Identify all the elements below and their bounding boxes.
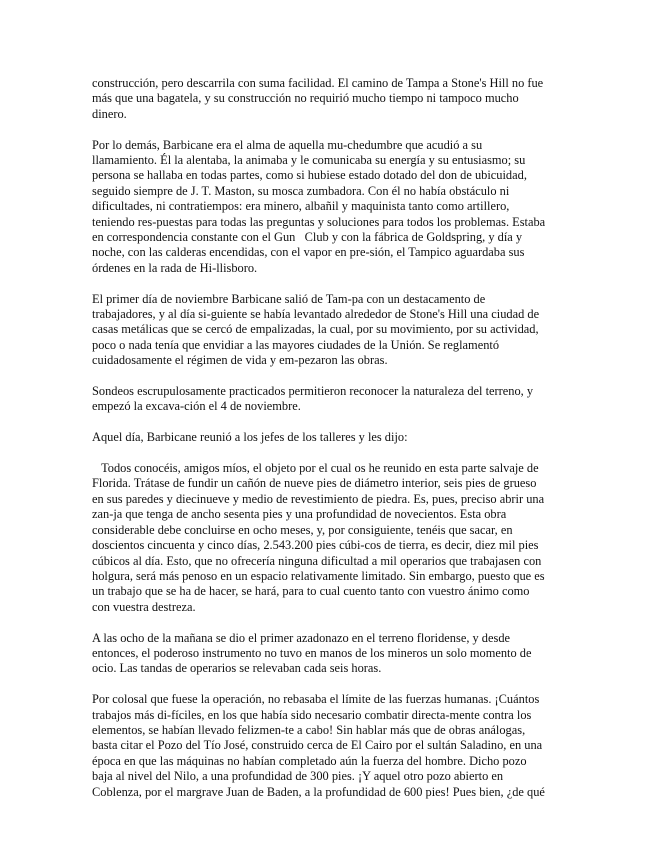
text-line: trabajadores, y al día si-guiente se había levantado alrededor de Stone's Hill una ciudad de [92,307,540,322]
text-line: empezó la excava-ción el 4 de noviembre. [92,399,301,414]
text-line: A las ocho de la mañana se dio el primer azadonazo en el terreno floridense, y desde [92,630,511,645]
paragraph [92,384,570,415]
text-line: seguido siempre de J. T. Maston, su mosca zumbadora. Con él no había obstáculo ni [92,183,510,198]
text-body [92,76,570,815]
text-line: baja al nivel del Nilo, a una profundidad de 300 pies. ¡Y aquel otro pozo abierto en [92,769,504,784]
text-line: cuidadosamente el régimen de vida y em-pezaron las obras. [92,353,388,368]
paragraph [92,461,570,615]
text-line: zan-ja que tenga de ancho sesenta pies y una profundidad de novecientos. Esta obra [92,507,507,522]
paragraph [92,138,570,277]
text-line: noche, con las calderas encendidas, con el vapor en pre-sión, el Tampico aguardaba sus [92,245,525,260]
text-line: trabajos más di-fíciles, en los que había sido necesario combatir directa-mente contra los [92,707,532,722]
text-line: construcción, pero descarrila con suma facilidad. El camino de Tampa a Stone's Hill no fue [92,76,544,90]
text-line: un trabajo que se ha de hacer, se hará, para to cual cuento tanto con vuestro ánimo como [92,584,530,599]
text-line: Sondeos escrupulosamente practicados permitieron reconocer la naturaleza del terreno, y [92,384,534,399]
text-line: época en que las máquinas no habían completado aún la fuerza del hombre. Dicho pozo [92,753,527,768]
text-line: holgura, será más penoso en un espacio relativamente limitado. Sin embargo, puesto que es [92,568,545,583]
text-line: entonces, el poderoso instrumento no tuvo en manos de los mineros un solo momento de [92,645,532,660]
text-line: cúbicos al día. Esto, que no ofrecería ninguna dificultad a mil operarios que trabajasen con [92,553,542,568]
text-line: dinero. [92,106,127,121]
text-line: basta citar el Pozo del Tío José, construido cerca de El Cairo por el sultán Saladino, en una [92,738,543,753]
text-line: considerable debe concluirse en ocho meses, y, por consiguiente, tenéis que sacar, en [92,522,513,537]
text-line: casas metálicas que se cercó de empalizadas, la cual, por su movimiento, por su actividad, [92,322,539,337]
text-line: en sus paredes y diecinueve y medio de revestimiento de piedra. Es, pues, preciso abrir una [92,491,545,506]
text-line: Aquel día, Barbicane reunió a los jefes de los talleres y les dijo: [92,430,408,445]
text-line: Por colosal que fuese la operación, no rebasaba el límite de las fuerzas humanas. ¡Cuántos [92,692,540,707]
text-line: Florida. Trátase de fundir un cañón de nueve pies de diámetro interior, seis pies de grueso [92,476,537,491]
text-line: en correspondencia constante con el Gun Club y con la fábrica de Goldspring, y día y [92,230,523,245]
text-line: Todos conocéis, amigos míos, el objeto por el cual os he reunido en esta parte salvaje de [92,461,539,476]
paragraph [92,692,570,800]
text-line: poco o nada tenía que envidiar a las mayores ciudades de la Unión. Se reglamentó [92,337,500,352]
paragraph [92,430,570,445]
text-line: ocio. Las tandas de operarios se relevaban cada seis horas. [92,661,382,676]
text-line: persona se hallaba en todas partes, como si hubiese estado dotado del don de ubicuidad, [92,168,527,183]
text-line: más que una bagatela, y su construcción no requirió mucho tiempo ni tampoco mucho [92,91,519,106]
text-line: llamamiento. Él la alentaba, la animaba y le comunicaba su energía y su entusiasmo; su [92,153,526,168]
text-line: teniendo res-puestas para todas las preguntas y soluciones para todos los problemas. Estaba [92,214,546,229]
text-line: dificultades, ni contratiempos: era minero, albañil y maquinista tanto como artillero, [92,199,510,214]
text-line: elementos, se habían llevado felizmen-te a cabo! Sin hablar más que de obras análogas, [92,722,526,737]
text-line: órdenes en la rada de Hi-llisboro. [92,260,258,275]
paragraph [92,292,570,369]
text-line: con vuestra destreza. [92,599,196,614]
paragraph [92,631,570,677]
paragraph [92,76,570,122]
text-line: Coblenza, por el margrave Juan de Baden, a la profundidad de 600 pies! Pues bien, ¿de qué [92,784,545,799]
text-line: El primer día de noviembre Barbicane salió de Tam-pa con un destacamento de [92,291,486,306]
text-line: doscientos cincuenta y cinco días, 2.543.200 pies cúbi-cos de tierra, es decir, diez mil pies [92,538,539,553]
text-line: Por lo demás, Barbicane era el alma de aquella mu-chedumbre que acudió a su [92,137,483,152]
